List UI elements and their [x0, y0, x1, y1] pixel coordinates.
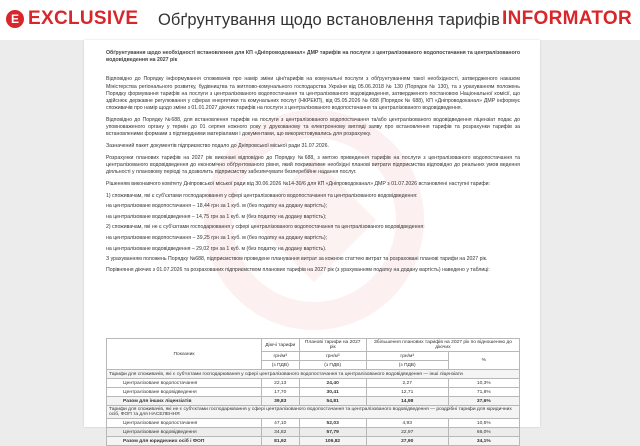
table-row	[107, 379, 520, 388]
row-percent: 71,8%	[448, 388, 519, 397]
tariff-line: на централізоване водовідведення – 29,02 грн за 1 куб. м (без податку на додану вартість).	[106, 245, 327, 252]
page-title: Обґрунтування щодо встановлення тарифів	[158, 11, 500, 29]
unit-uah: грн/м³	[366, 352, 448, 361]
tariff-line: З урахуванням положень Порядку №688, підприємством проведене планування витрат за кожною статтею витрат та розраховані планові тарифи на 2027 рік.	[106, 256, 488, 263]
unit-pct: %	[448, 352, 519, 370]
unit-uah: грн/м³	[299, 352, 366, 361]
document-intro: Обґрунтування щодо необхідності встановлення для КП «Дніпроводоканал» ДМР тарифів на послуги з централізованого водопостачання та централізованого водовідведення на 2027 рік	[106, 50, 520, 64]
col-indicator: Показник	[107, 339, 262, 370]
row-percent: 66,0%	[448, 428, 519, 437]
header-bar	[0, 0, 640, 40]
tariff-line: на централізоване водовідведення – 14,75 грн за 1 куб. м (без податку на додану вартість);	[106, 213, 327, 220]
col-current: Діючі тарифи	[262, 339, 300, 352]
table-total-row	[107, 437, 520, 446]
table-total-row	[107, 397, 520, 406]
row-planned: 57,79	[299, 428, 366, 437]
document-body	[106, 50, 520, 277]
row-current: 34,82	[262, 428, 300, 437]
row-planned: 24,40	[299, 379, 366, 388]
unit-vat: (з ПДВ)	[299, 361, 366, 370]
row-name: Централізоване водопостачання	[107, 419, 262, 428]
paragraph: Рішенням виконавчого комітету Дніпровської міської ради від 30.06.2026 №14-30/6 для КП «Дніпроводоканал» ДМР з 01.07.2026 встановлені наступні тарифи:	[106, 180, 490, 187]
row-current: 17,70	[262, 388, 300, 397]
col-planned: Планові тарифи на 2027 рік	[299, 339, 366, 352]
paragraph: Розрахунки планових тарифів на 2027 рік виконані відповідно до Порядку №688, з метою приведення тарифів на послуги з централізованого водопостачання та централізованого водовідведення до економічно обґрунтованого рівня, який покриватиме необхідні планові витрати підприємства відповідно до реальних умов ведення діяльності у плановому періоді та дозволить підприємству забезпечувати безперебійне надання послуг.	[106, 154, 520, 176]
table-row	[107, 419, 520, 428]
total-increase: 14,98	[366, 397, 448, 406]
row-increase: 4,93	[366, 419, 448, 428]
total-name: Разом для інших ліцензіатів	[107, 397, 262, 406]
tariff-line: 1) споживачам, які є суб'єктами господарювання у сфері централізованого водопостачання та централізованого водовідведення:	[106, 192, 418, 199]
total-current: 81,92	[262, 437, 300, 446]
unit-vat: (з ПДВ)	[262, 361, 300, 370]
section-retail: Тарифи для споживачів, які не є суб'єктами господарювання у сфері централізованого водопостачання та централізованого водовідведення — роздрібні тарифи для юридичних осіб, ФОП та для НАСЕЛЕННЯ	[107, 406, 520, 419]
tariff-line: Порівняння діючих з 01.07.2026 та розрахованих підприємством планових тарифів на 2027 рік (з урахуванням податку на додану вартість) наведено у таблиці:	[106, 266, 490, 273]
section-other-licensees: Тарифи для споживачів, які є суб'єктами господарювання у сфері централізованого водопостачання та централізованого водовідведення — інші ліцензіати	[107, 370, 520, 379]
total-planned: 54,81	[299, 397, 366, 406]
exclusive-logo[interactable]	[6, 8, 138, 30]
row-increase: 22,97	[366, 428, 448, 437]
total-increase: 27,90	[366, 437, 448, 446]
paragraph: Зазначений пакет документів підприємство подало до Дніпровської міської ради 31.07.2026.	[106, 143, 329, 150]
row-percent: 10,5%	[448, 419, 519, 428]
table-row	[107, 388, 520, 397]
row-increase: 12,71	[366, 388, 448, 397]
col-increase: Збільшення планових тарифів на 2027 рік по відношенню до діючих	[366, 339, 519, 352]
tariff-line: на централізоване водопостачання – 18,44 грн за 1 куб. м (без податку на додану вартість);	[106, 203, 328, 210]
row-name: Централізоване водовідведення	[107, 388, 262, 397]
row-increase: 2,27	[366, 379, 448, 388]
row-planned: 52,03	[299, 419, 366, 428]
unit-uah: грн/м³	[262, 352, 300, 361]
total-percent: 37,6%	[448, 397, 519, 406]
row-percent: 10,3%	[448, 379, 519, 388]
unit-vat: (з ПДВ)	[366, 361, 448, 370]
tariff-table	[106, 338, 520, 446]
row-current: 22,13	[262, 379, 300, 388]
row-planned: 30,41	[299, 388, 366, 397]
total-current: 39,83	[262, 397, 300, 406]
row-name: Централізоване водопостачання	[107, 379, 262, 388]
total-planned: 109,82	[299, 437, 366, 446]
row-current: 47,10	[262, 419, 300, 428]
total-name: Разом для юридичних осіб і ФОП	[107, 437, 262, 446]
paragraph: Відповідно до Порядку №688, для встановлення тарифів на послуги з централізованого водопостачання та/або централізованого водовідведення ліцензіат подає до уповноваженого органу у термін до 01 серпня кожного року у друкованому та електронному вигляді заяву про встановлення тарифів та розрахунки тарифів за встановленими формами з підтвердними матеріалами і документами, що використовувались для розрахунку.	[106, 116, 520, 138]
row-name: Централізоване водовідведення	[107, 428, 262, 437]
table-row	[107, 428, 520, 437]
tariff-line: на централізоване водопостачання – 39,25 грн за 1 куб. м (без податку на додану вартість);	[106, 234, 328, 241]
exclusive-label: EXCLUSIVE	[28, 8, 139, 29]
informator-logo[interactable]: INFORMATOR	[501, 8, 632, 29]
total-percent: 34,1%	[448, 437, 519, 446]
exclusive-badge-icon: E	[6, 10, 24, 28]
paragraph: Відповідно до Порядку інформування споживачів про намір зміни цін/тарифів на комунальні послуги з обґрунтуванням такої необхідності, затвердженого наказом Міністерства регіонального розвитку, будівництва та житлово-комунального господарства України від 05.06.2018 № 130 (Порядок № 130), та з урахуванням положень Порядку формування тарифів на послуги з централізованого водопостачання та централізованого водовідведення, затвердженого постановою Національної комісії, що здійснює державне регулювання у сферах енергетики та комунальних послуг (НКРЕКП), від 05.05.2026 № 688 (Порядок № 688), КП «Дніпроводоканал» ДМР інформує споживачів про намір щодо зміни з 01.01.2027 діючих тарифів на послуги з централізованого водопостачання та централізованого водовідведення.	[106, 76, 520, 112]
tariff-line: 2) споживачам, які не є суб'єктами господарювання у сфері централізованого водопостачання та централізованого водовідведення:	[106, 224, 425, 231]
